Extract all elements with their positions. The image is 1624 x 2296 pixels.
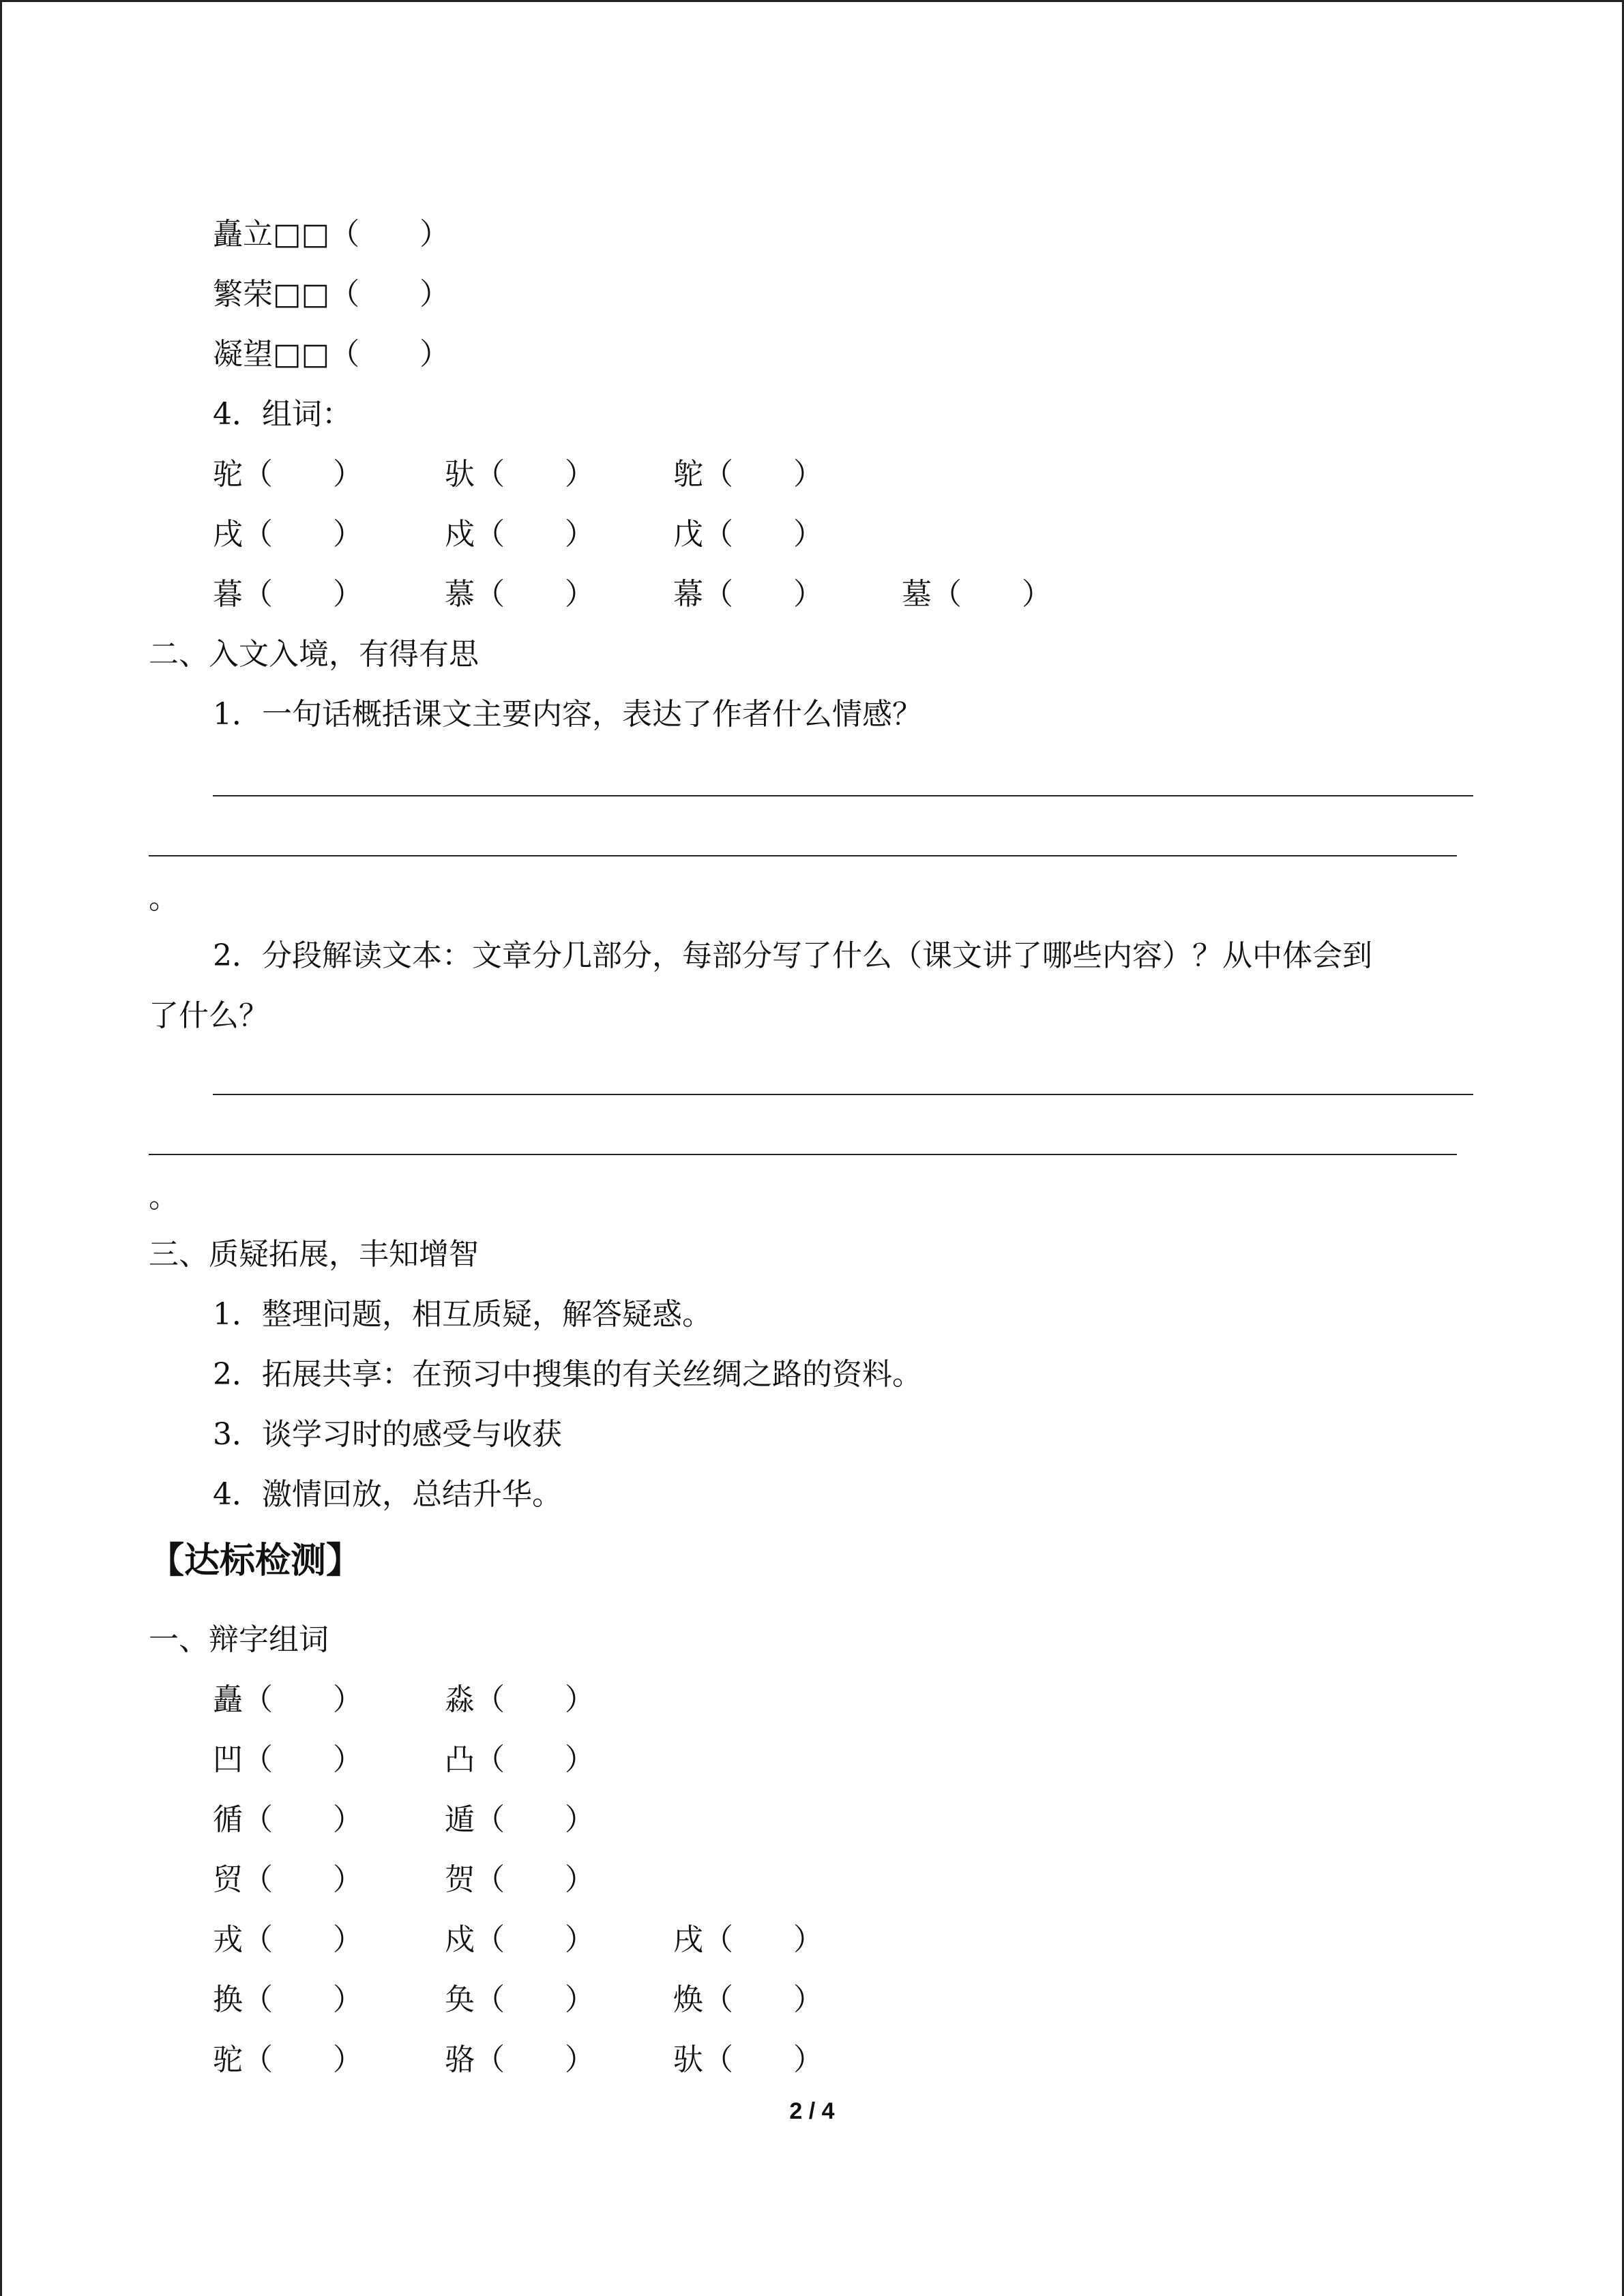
page-number: 2 / 4 xyxy=(789,2098,835,2124)
answer-line xyxy=(149,855,1457,856)
top-item: 矗立□□（ ） xyxy=(213,217,450,252)
word-cell: 鸵（ ） xyxy=(673,457,823,492)
word-cell: 墓（ ） xyxy=(902,577,1052,612)
word-cell: 戌（ ） xyxy=(213,517,363,552)
word-cell: 驮（ ） xyxy=(445,457,595,492)
word-cell: 骆（ ） xyxy=(445,2042,595,2077)
word-cell: 戌（ ） xyxy=(673,1922,823,1957)
word-cell: 戎（ ） xyxy=(213,1922,363,1957)
page-border-left xyxy=(0,0,2,2296)
list-item: 3．谈学习时的感受与收获 xyxy=(213,1417,562,1452)
word-cell: 贺（ ） xyxy=(445,1862,595,1897)
word-cell: 驮（ ） xyxy=(673,2042,823,2077)
answer-line xyxy=(149,1154,1457,1155)
page-border-top xyxy=(0,0,1624,2)
question: 2．分段解读文本：文章分几部分，每部分写了什么（课文讲了哪些内容）？从中体会到 xyxy=(213,938,1372,973)
list-item: 4．激情回放，总结升华。 xyxy=(213,1477,562,1512)
question: 1．一句话概括课文主要内容，表达了作者什么情感？ xyxy=(213,697,922,732)
answer-line xyxy=(213,1094,1473,1095)
period: 。 xyxy=(149,1180,179,1214)
test-heading: 【达标检测】 xyxy=(149,1540,362,1581)
period: 。 xyxy=(149,881,179,916)
word-cell: 换（ ） xyxy=(213,1982,363,2017)
word-cell: 戊（ ） xyxy=(673,517,823,552)
word-cell: 焕（ ） xyxy=(673,1982,823,2017)
word-cell: 暮（ ） xyxy=(213,577,363,612)
word-cell: 淼（ ） xyxy=(445,1682,595,1717)
word-cell: 循（ ） xyxy=(213,1802,363,1837)
top-item: 凝望□□（ ） xyxy=(213,337,450,372)
q4-label: 4．组词： xyxy=(213,397,352,432)
word-cell: 戍（ ） xyxy=(445,517,595,552)
word-cell: 驼（ ） xyxy=(213,457,363,492)
word-cell: 驼（ ） xyxy=(213,2042,363,2077)
answer-line xyxy=(213,795,1473,796)
top-item: 繁荣□□（ ） xyxy=(213,277,450,312)
question-continued: 了什么？ xyxy=(149,998,269,1033)
word-cell: 贸（ ） xyxy=(213,1862,363,1897)
word-cell: 凸（ ） xyxy=(445,1742,595,1777)
list-item: 2．拓展共享：在预习中搜集的有关丝绸之路的资料。 xyxy=(213,1357,922,1392)
list-item: 1．整理问题，相互质疑，解答疑惑。 xyxy=(213,1297,712,1332)
section-title: 二、入文入境，有得有思 xyxy=(149,637,479,672)
word-cell: 幕（ ） xyxy=(673,577,823,612)
section-title: 三、质疑拓展，丰知增智 xyxy=(149,1237,479,1272)
test-subheading: 一、辩字组词 xyxy=(149,1622,329,1657)
word-cell: 慕（ ） xyxy=(445,577,595,612)
word-cell: 奂（ ） xyxy=(445,1982,595,2017)
word-cell: 凹（ ） xyxy=(213,1742,363,1777)
word-cell: 戍（ ） xyxy=(445,1922,595,1957)
word-cell: 矗（ ） xyxy=(213,1682,363,1717)
word-cell: 遁（ ） xyxy=(445,1802,595,1837)
